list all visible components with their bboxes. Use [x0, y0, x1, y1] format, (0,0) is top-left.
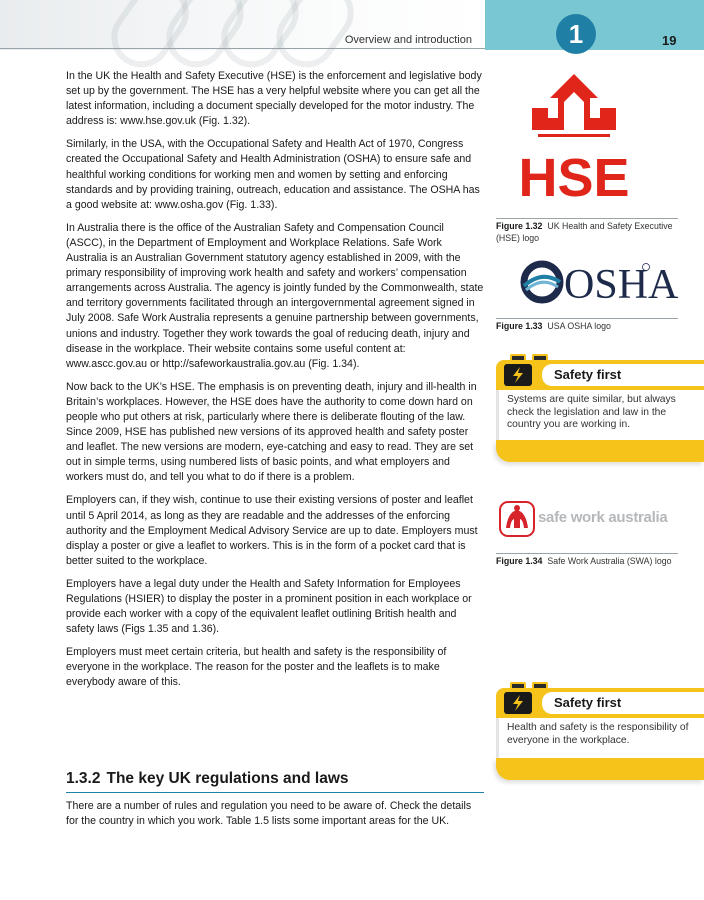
figure-caption [496, 556, 678, 568]
swa-logo-text: safe work australia [538, 509, 668, 526]
body-paragraph: In Australia there is the office of the Australian Safety and Compensation Council (ASCC), in the Department of Employment and Workplace Relations. Safe Work Australia is an Australian Government statutory agency established in 2009, with the primary responsibility of improving work health and safety and workers’ compensation arrangements across Australia. The agency is jointly funded by the Commonwealth, state and territory governments facilitated through an intergovernmental agreement signed in July 2008. Safe Work Australia represents a genuine partnership between governments, unions and industry. Together they work towards the goal of reducing death, injury and disease in the workplace. Their website contains some useful content at: www.ascc.gov.au or http://safeworkaustralia.gov.au (Fig. 1.34). [66, 221, 484, 370]
section-title: The key UK regulations and laws [106, 770, 349, 787]
main-text-column [66, 69, 484, 699]
osha-logo [520, 260, 679, 308]
body-paragraph: Employers have a legal duty under the Health and Safety Information for Employees Regulations (HSIER) to display the poster in a prominent position in each workplace or provide each worker with a copy of the equivalent leaflet outlining British health and safety laws (Figs 1.35 and 1.36). [66, 577, 472, 636]
safety-box-title: Safety first [542, 364, 704, 386]
safety-first-box [496, 682, 704, 782]
figure-caption-text: USA OSHA logo [547, 321, 611, 331]
running-title: Overview and introduction [344, 34, 472, 46]
lightning-bolt-icon [504, 692, 532, 714]
safety-box-header [496, 688, 704, 718]
safety-box-footer [496, 440, 704, 462]
safety-box-title: Safety first [542, 692, 704, 714]
section-heading [66, 770, 484, 793]
section-paragraph: There are a number of rules and regulation you need to be aware of. Check the details for the country in which you work. Table 1.5 lists some important areas for the UK. [66, 800, 472, 828]
figure-caption-text: Safe Work Australia (SWA) logo [547, 556, 672, 566]
hse-logo-text: HSE [518, 148, 630, 208]
figure-1-32-caption-block [496, 218, 678, 244]
figure-1-33-caption-block [496, 318, 678, 333]
header-rule [0, 48, 485, 49]
lightning-bolt-icon [504, 364, 532, 386]
figure-label: Figure 1.32 [496, 221, 543, 231]
figure-caption [496, 221, 678, 244]
safety-first-box [496, 354, 704, 462]
safety-box-text: Health and safety is the responsibility of everyone in the workplace. [496, 718, 704, 758]
safety-box-footer [496, 758, 704, 780]
body-paragraph: Employers can, if they wish, continue to use their existing versions of poster and leaflet until 5 April 2014, as long as they are readable and the addresses of the enforcing authority and the Employment Medical Advisory Service are up to date. Employers must display a poster or give a leaflet to workers. This is in the form of a pocket card that is better suited to the workplace. [66, 494, 478, 567]
hse-logo [518, 72, 630, 208]
body-paragraph: Similarly, in the USA, with the Occupational Safety and Health Act of 1970, Congress created the Occupational Safety and Health Administration (OSHA) to ensure safe and healthful working conditions for working men and women by setting and enforcing standards and by providing training, outreach, education and assistance. The OSHA has a good website at: www.osha.gov (Fig. 1.33). [66, 138, 480, 211]
section-number: 1.3.2 [66, 770, 101, 787]
figure-1-34-caption-block [496, 553, 678, 568]
caption-rule [496, 553, 678, 554]
body-paragraph: Employers must meet certain criteria, but health and safety is the responsibility of everyone in the workplace. The reason for the poster and the leaflets is to make everybody aware of this. [66, 646, 447, 689]
chapter-number-badge: 1 [556, 14, 596, 54]
figure-label: Figure 1.33 [496, 321, 543, 331]
page-number: 19 [662, 33, 677, 48]
figure-caption-text: UK Health and Safety Executive (HSE) logo [496, 221, 673, 243]
caption-rule [496, 318, 678, 319]
figure-label: Figure 1.34 [496, 556, 543, 566]
body-paragraph: Now back to the UK’s HSE. The emphasis is on preventing death, injury and ill-health in Britain’s workplaces. However, the HSE does have the authority to come down hard on people who put others at risk, particularly where there is deliberate flouting of the law. Since 2009, HSE has published new versions of its approved health and safety poster and leaflet. The new versions are modern, eye-catching and easy to read. They are set out in simple terms, using numbered lists of basic points, and what employers and workers must do, and tell you what to do if there is a problem. [66, 380, 477, 484]
figure-caption [496, 321, 678, 333]
osha-logo-text: OSHA [564, 262, 679, 308]
body-paragraph: In the UK the Health and Safety Executive (HSE) is the enforcement and legislative body set up by the government. The HSE has a very helpful website where you can get all the latest information, including a document specially developed for the motor industry. The address is: www.hse.gov.uk (Fig. 1.32). [66, 70, 482, 128]
safety-box-header [496, 360, 704, 390]
safety-box-text: Systems are quite similar, but always check the legislation and law in the country you are working in. [496, 390, 704, 440]
caption-rule [496, 218, 678, 219]
